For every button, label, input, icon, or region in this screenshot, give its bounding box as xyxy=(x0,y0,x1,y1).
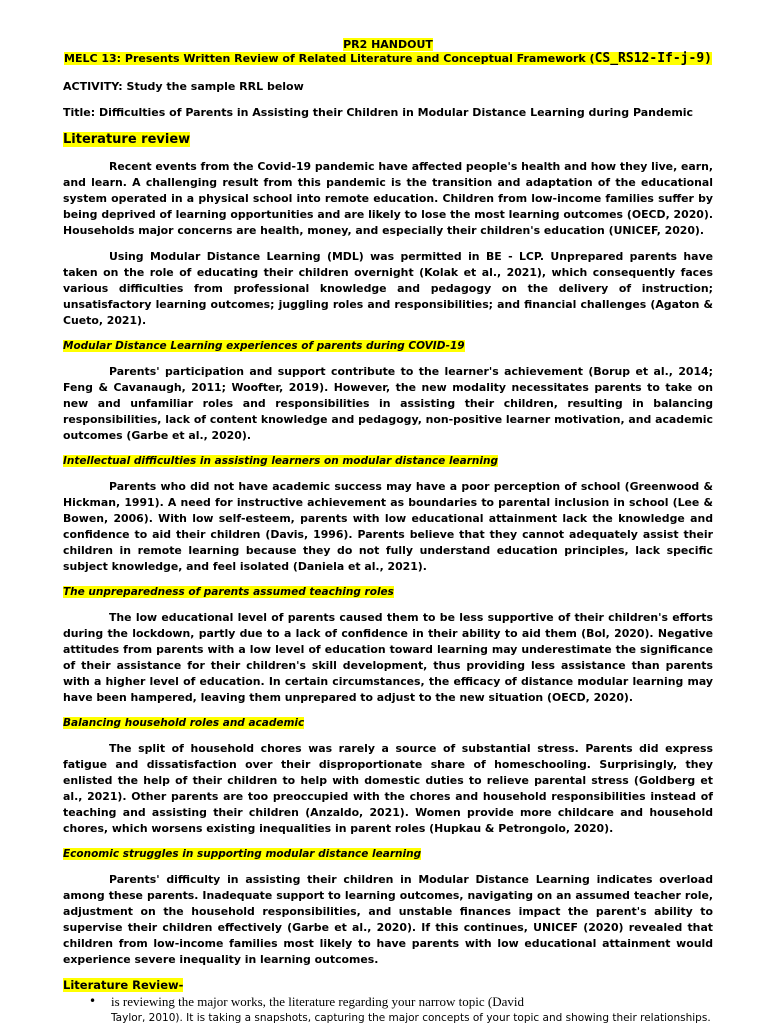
section-paragraph-balancing-roles: The split of household chores was rarely a source of substantial stress. Parents did express fatigue and dissatisfaction over their disproportionate share of homeschooling. Surprisingly, they enlisted the help of their children to help with domestic duties to relieve parental stress (Goldberg et al., 2021). Other parents are too preoccupied with the chores and household responsibilities instead of teaching and assisting their children (Anzaldo, 2021). Women provide more childcare and household chores, which worsens existing inequalities in parent roles (Hupkau & Petrongolo, 2020). xyxy=(63,742,713,835)
section-heading-mdl-experiences: Modular Distance Learning experiences of parents during COVID-19 xyxy=(63,340,465,352)
activity-line: ACTIVITY: Study the sample RRL below xyxy=(63,80,304,93)
section-paragraph-economic-struggles: Parents' difficulty in assisting their children in Modular Distance Learning indicates overload among these parents. Inadequate support to learning outcomes, navigating on an assumed teacher role, adjustment on the household responsibilities, and unstable finances impact the parent's ability to supervise their children effectively (Garbe et al., 2020). If this continues, UNICEF (2020) revealed that children from low-income families most likely to have parents with low educational attainment would experience severe inequality in learning outcomes. xyxy=(63,873,713,966)
section-heading-unpreparedness: The unpreparedness of parents assumed teaching roles xyxy=(63,586,394,598)
section-paragraph-mdl-experiences: Parents' participation and support contribute to the learner's achievement (Borup et al., 2014; Feng & Cavanaugh, 2011; Woofter, 2019). However, the new modality necessitates parents to take on new and unfamiliar roles and responsibilities in assisting their children, resulting in balancing responsibilities, lack of content knowledge and pedagogy, non-positive learner motivation, and academic outcomes (Garbe et al., 2020). xyxy=(63,365,713,442)
definition-bullet-text: Taylor, 2010). It is taking a snapshots, capturing the major concepts of your topic and showing their relationships. xyxy=(111,1012,711,1024)
literature-review-heading: Literature review xyxy=(63,132,191,147)
section-heading-balancing-roles: Balancing household roles and academic xyxy=(63,717,305,729)
section-paragraph-unpreparedness: The low educational level of parents caused them to be less supportive of their children's efforts during the lockdown, partly due to a lack of confidence in their ability to aid them (Bol, 2020). Negative attitudes from parents with a low level of education toward learning may underestimate the significance of their assistance for their children's skill development, thus providing less assistance than parents with a higher level of education. In certain circumstances, the efficacy of distance modular learning may have been hampered, leaving them unprepared to adjust to the new situation (OECD, 2020). xyxy=(63,611,713,704)
section-heading-intellectual-difficulties: Intellectual difficulties in assisting learners on modular distance learning xyxy=(63,455,499,467)
section-heading-economic-struggles: Economic struggles in supporting modular distance learning xyxy=(63,848,422,860)
bullet-dot-icon: • xyxy=(89,994,97,1008)
handout-title-line xyxy=(63,38,713,52)
handout-title: PR2 HANDOUT xyxy=(343,38,433,51)
melc-code: CS_RS12-If-j-9) xyxy=(594,51,712,66)
literature-review-definition-heading: Literature Review- xyxy=(63,978,184,992)
document-title: Title: Difficulties of Parents in Assisting their Children in Modular Distance Learning during Pandemic xyxy=(63,106,694,119)
section-paragraph-intellectual-difficulties: Parents who did not have academic success may have a poor perception of school (Greenwood & Hickman, 1991). A need for instructive achievement as boundaries to parental inclusion in school (Lee & Bowen, 2006). With low self-esteem, parents with low educational attainment lack the knowledge and confidence to aid their children (Davis, 1996). Parents believe that they cannot adequately assist their children in remote learning because they do not fully understand education principles, lack specific subject knowledge, and feel isolated (Daniela et al., 2021). xyxy=(63,480,713,573)
definition-bullet xyxy=(63,994,713,1026)
melc-text: MELC 13: Presents Written Review of Related Literature and Conceptual Framework (CS_RS12-If-j-9) xyxy=(64,51,712,66)
definition-bullet-serif-text: is reviewing the major works, the literature regarding your narrow topic (David xyxy=(111,994,524,1009)
intro-paragraph-1: Recent events from the Covid-19 pandemic have affected people's health and how they live, earn, and learn. A challenging result from this pandemic is the transition and adaptation of the educational system operated in a physical school into remote education. Children from low-income families suffer by being deprived of learning opportunities and are likely to lose the most learning outcomes (OECD, 2020). Households major concerns are health, money, and especially their children's education (UNICEF, 2020). xyxy=(63,160,713,237)
intro-paragraph-2: Using Modular Distance Learning (MDL) was permitted in BE - LCP. Unprepared parents have taken on the role of educating their children overnight (Kolak et al., 2021), which consequently faces various difficulties from professional knowledge and pedagogy on the delivery of instruction; unsatisfactory learning outcomes; juggling roles and responsibilities; and financial challenges (Agaton & Cueto, 2021). xyxy=(63,250,713,327)
melc-line xyxy=(63,52,713,66)
